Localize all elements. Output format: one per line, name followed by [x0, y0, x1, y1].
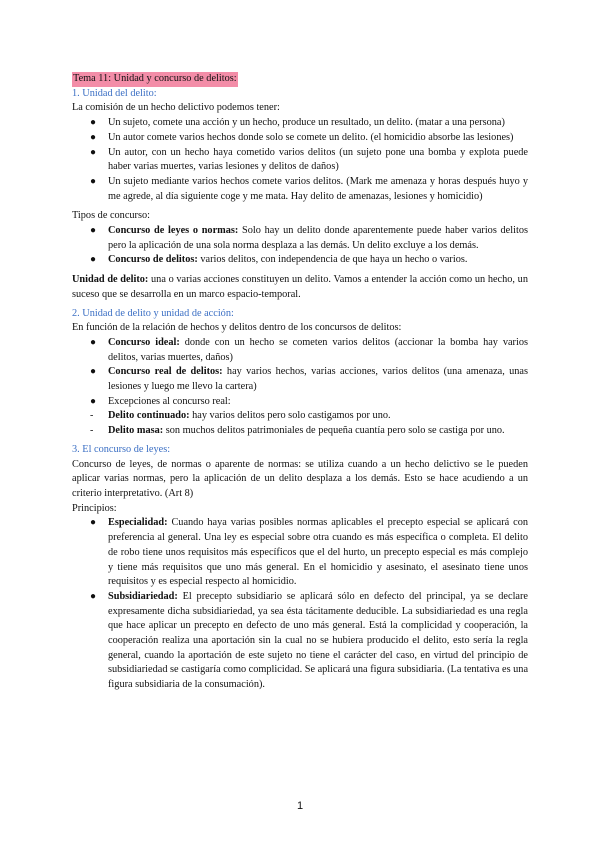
section-3-intro: Concurso de leyes, de normas o aparente de normas: se utiliza cuando a un hecho delictivo se le pueden aplicar varias normas, pero la aplicación de un delito desplaza a los demás. Esto se hace acudiendo a un criterio interpretativo. (Art 8) [72, 458, 528, 499]
dash-icon: - [90, 410, 94, 422]
tipos-list [72, 224, 528, 268]
principios-label: Principios: [72, 502, 117, 514]
section-2-intro: En función de la relación de hechos y delitos dentro de los concursos de delitos: [72, 322, 402, 334]
bullet-icon: ● [90, 146, 97, 158]
list-item: ● Subsidiariedad: El precepto subsidiario se aplicará sólo en defecto del principal, ya se declare expresamente dicha subsidiariedad, ya sea ésta tácitamente deducible. La subsidiariedad es una regla que hace aplicar un precepto en defecto de uno más general. Está la complicidad y cooperación, la cooperación realiza una aportación sin la cual no se hubiera producido el delito, esto sería la regla general, cuando la aportación de este sujeto no tiene el carácter del caso, en virtud del principio de subsidiariedad se castigaría como complicidad. Se aplicará una figura subsidiaria. (La tentativa es una figura subsidiaria de la consumación). [90, 590, 529, 691]
list-item: ● Concurso ideal: donde con un hecho se cometen varios delitos (accionar la bomba hay varios delitos, varias muertes, daños) [90, 336, 528, 363]
unidad-definition: Unidad de delito: una o varias acciones constituyen un delito. Vamos a entender la acción como un hecho, un suceso que se desarrolla en un marco espacio-temporal. [72, 274, 528, 300]
document-page [72, 72, 528, 693]
list-item: ● Concurso de leyes o normas: Solo hay un delito donde aparentemente puede haber varios delitos pero la aplicación de una sola norma desplaza a las demás. Un delito excluye a los demás. [90, 225, 528, 251]
section-1-heading: 1. Unidad del delito: [72, 87, 157, 99]
document-title: Tema 11: Unidad y concurso de delitos: [72, 72, 238, 87]
bullet-icon: ● [90, 117, 97, 129]
bullet-icon: ● [90, 225, 97, 237]
bullet-icon: ● [90, 366, 97, 378]
principios-list [72, 516, 528, 692]
list-item: ● Especialidad: Cuando haya varias posibles normas aplicables el precepto especial se aplicará con preferencia al general. Una ley es especial sobre otra cuando es más específica o completa. El delito de robo tiene unos requisitos más específicos que el del hurto, un precepto especial es más complejo y tiene más requisitos que uno más general. En el homicidio y asesinato, el asesinato tiene unos requisitos y es especial respecto al homicidio. [90, 517, 528, 588]
list-item: ● Un sujeto, comete una acción y un hecho, produce un resultado, un delito. (matar a una persona) [72, 116, 528, 131]
bullet-icon: ● [90, 131, 97, 143]
list-item: ● Un autor, con un hecho haya cometido varios delitos (un sujeto pone una bomba y explota puede haber varias muertes, varias lesiones y delitos de daños) [90, 146, 528, 173]
list-item: ● Concurso de delitos: varios delitos, con independencia de que haya un hecho o varios. [72, 253, 528, 268]
section-1-intro: La comisión de un hecho delictivo podemos tener: [72, 102, 280, 114]
bullet-icon: ● [90, 517, 97, 529]
section-2-heading: 2. Unidad de delito y unidad de acción: [72, 307, 234, 319]
bullet-icon: ● [90, 395, 97, 407]
bullet-icon: ● [90, 175, 97, 187]
list-item: ● Un autor comete varios hechos donde solo se comete un delito. (el homicidio absorbe las lesiones) [72, 131, 528, 146]
list-item: - Delito masa: son muchos delitos patrimoniales de pequeña cuantía pero solo se castiga por uno. [72, 424, 528, 439]
list-item: ● Excepciones al concurso real: [72, 395, 528, 410]
list-item: - Delito continuado: hay varios delitos pero solo castigamos por uno. [72, 409, 528, 424]
section-2-list [72, 336, 528, 439]
section-3-heading: 3. El concurso de leyes: [72, 443, 171, 455]
section-1-list [72, 116, 528, 204]
bullet-icon: ● [90, 590, 97, 602]
list-item: ● Concurso real de delitos: hay varios hechos, varias acciones, varios delitos (una amenaza, unas lesiones y luego me llevo la cartera) [90, 366, 528, 393]
bullet-icon: ● [90, 336, 97, 348]
bullet-icon: ● [90, 254, 97, 266]
tipos-label: Tipos de concurso: [72, 210, 150, 222]
dash-icon: - [90, 425, 94, 437]
page-number: 1 [296, 800, 304, 812]
list-item: ● Un sujeto mediante varios hechos comete varios delitos. (Mark me amenaza y horas después huyo y me agrede, al día siguiente coge y me mata. Hay delito de amenazas, lesiones y homicidio) [90, 175, 528, 202]
